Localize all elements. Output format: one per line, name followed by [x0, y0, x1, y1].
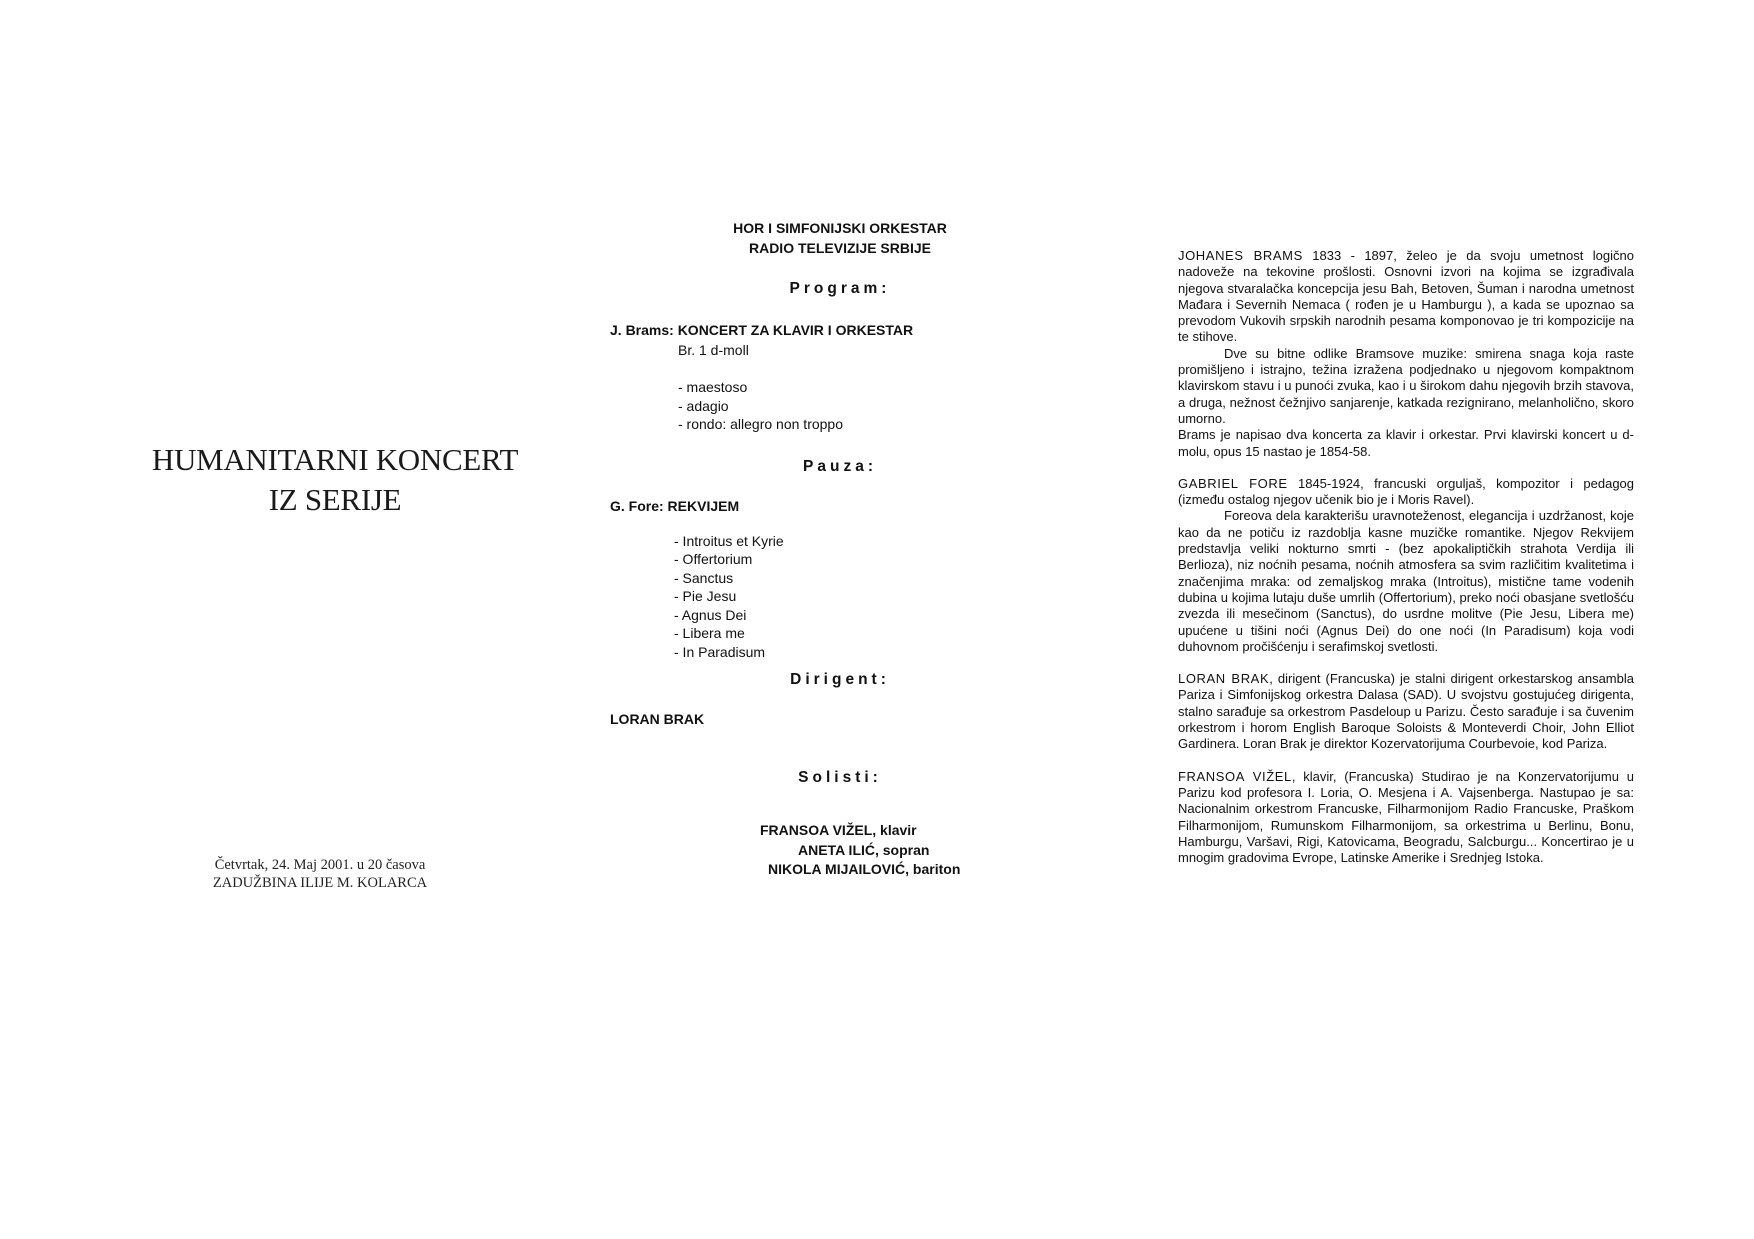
work-2-title: G. Fore: REKVIJEM	[610, 497, 740, 514]
work-1-title: J. Brams: KONCERT ZA KLAVIR I ORKESTAR	[610, 322, 914, 338]
soloist-pianist: FRANSOA VIŽEL, klavir	[760, 822, 917, 838]
cover-title-line-2: IZ SERIJE	[268, 482, 402, 517]
cover-title-line-1: HUMANITARNI KONCERT	[151, 442, 519, 477]
program-heading: Program:	[789, 280, 891, 297]
brams-paragraph-3: Brams je napisao dva koncerta za klavir i orkestar. Prvi klavirski koncert u d-molu, opus 15 nastao je 1854-58.	[1178, 427, 1634, 459]
list-item: - Introitus et Kyrie	[674, 532, 784, 549]
vizel-text: , klavir, (Francuska) Studirao je na Konzervatorijumu u Parizu kod profesora I. Loria, O. Mesjena i A. Vajsenberga. Nastupao je sa: Nacionalnim orkestrom Francuske, Filharmonijom Radio Francuske, Praškom Filharmonijom, Rumunskom Filharmonijom, sa orkestrima u Berlinu, Bonu, Hamburgu, Varšavi, Rigi, Katovicama, Beogradu, Salcburgu... Koncertirao je u mnogim gradovima Evrope, Latinske Amerike i Srednjeg Istoka.	[1178, 768, 1635, 866]
list-item: - Offertorium	[674, 551, 753, 567]
list-item: - rondo: allegro non troppo	[678, 416, 843, 432]
brak-text: , dirigent (Francuska) je stalni dirigent orkestarskog ansambla Pariza i Simfonijskog orkestra Dalasa (SAD). U svojstvu gostujućeg dirigenta, stalno sarađuje sa orkestrom Pasdeloup u Parizu. Često sarađuje i sa čuvenim orkestrom i horom English Baroque Soloists & Monteverdi Choir, John Elliot Gardinera. Loran Brak je direktor Kozervatorijuma Courbevoie, kod Pariza.	[1178, 671, 1634, 752]
list-item: - In Paradisum	[674, 643, 766, 660]
composer-notes	[1178, 248, 1634, 866]
brams-text-1: 1833 - 1897, želeo je da svoju umetnost logično nadoveže na tekovine prošlosti. Osnovni izvori na kojima se izgrađivala njegova stvaralačka koncepcija jesu Bah, Betoven, Šuman i narodna umetnost Mađara i Severnih Nemaca ( rođen je u Hamburgu ), a kada se upoznao sa prevodom Vukovih srpskih narodnih pesama komponovao je tri kompozicije na te stihove.	[1178, 248, 1634, 345]
list-item: - adagio	[678, 397, 729, 414]
fore-paragraph-1	[1178, 476, 1634, 509]
soloist-baritone: NIKOLA MIJAILOVIĆ, bariton	[768, 861, 961, 877]
soloists-heading: Solisti:	[798, 769, 882, 786]
composer-name-brams: JOHANES BRAMS	[1178, 248, 1303, 263]
program-header-line-1: HOR I SIMFONIJSKI ORKESTAR	[733, 220, 947, 236]
work-2-movements	[674, 532, 1080, 662]
work-1-movements	[678, 378, 1080, 434]
soloist-soprano: ANETA ILIĆ, sopran	[798, 841, 930, 858]
list-item: - Agnus Dei	[674, 606, 747, 623]
concert-date: Četvrtak, 24. Maj 2001. u 20 časova	[214, 857, 426, 873]
conductor-name-brak: LORAN BRAK	[1178, 671, 1270, 687]
fore-paragraph-2: Foreova dela karakterišu uravnoteženost, elegancija i uzdržanost, koje kao da ne potiču iz razdoblja kasne muzičke romantike. Njegov Rekvijem predstavlja veliki nokturno smrti - (bez apokaliptičkih strahota Verdija ili Berlioza), niz noćnih pesama, noćnih atmosfera sa svim različitim kvalitetima i značenjima mraka: od zemaljskog mraka (Introitus), mistične tame vodenih dubina u kojima lutaju duše umrlih (Offertorium), preko noći obasjane svetlošću zvezda ili mesečinom (Sanctus), do usrdne molitve (Pie Jesu, Libera me) upućene u tišini noći (Agnus Dei) do one noći (In Paradisum) koja vodi duhovnom pročišćenju i serafimskoj svetlosti.	[1178, 508, 1634, 654]
brak-paragraph	[1178, 671, 1634, 752]
cover-footer	[170, 856, 470, 892]
pianist-name-vizel: FRANSOA VIŽEL	[1178, 768, 1292, 784]
composer-name-fore: GABRIEL FORE	[1178, 475, 1288, 491]
program-header-line-2: RADIO TELEVIZIJE SRBIJE	[748, 240, 932, 256]
work-1-subtitle: Br. 1 d-moll	[678, 342, 749, 358]
list-item: - maestoso	[678, 379, 748, 395]
list-item: - Libera me	[674, 625, 745, 641]
conductor-name: LORAN BRAK	[610, 711, 705, 727]
concert-venue: ZADUŽBINA ILIJE M. KOLARCA	[212, 875, 428, 891]
brams-paragraph-2: Dve su bitne odlike Bramsove muzike: smirena snaga koja raste promišljeno i istrajno, težina izražena podjednako u njegovom kompaktnom klavirskom stavu i u punoći zvuka, kao i u širokom dahu njegovih brzih stavova, a druga, nežnost čežnjivo sanjarenje, katkada rezignirano, melanholično, skoro umorno.	[1178, 345, 1634, 426]
soloists-list	[600, 821, 1080, 880]
conductor-heading: Dirigent:	[790, 671, 890, 688]
pause-heading: Pauza:	[803, 457, 877, 475]
cover-title-block	[100, 440, 570, 520]
list-item: - Sanctus	[674, 569, 734, 586]
list-item: - Pie Jesu	[674, 588, 737, 604]
fore-text-1: 1845-1924, francuski orguljaš, kompozitor i pedagog (između ostalog njegov učenik bio je i Moris Ravel).	[1178, 475, 1635, 508]
program-panel	[600, 218, 1080, 880]
vizel-paragraph	[1178, 769, 1634, 867]
brams-paragraph-1	[1178, 248, 1634, 346]
